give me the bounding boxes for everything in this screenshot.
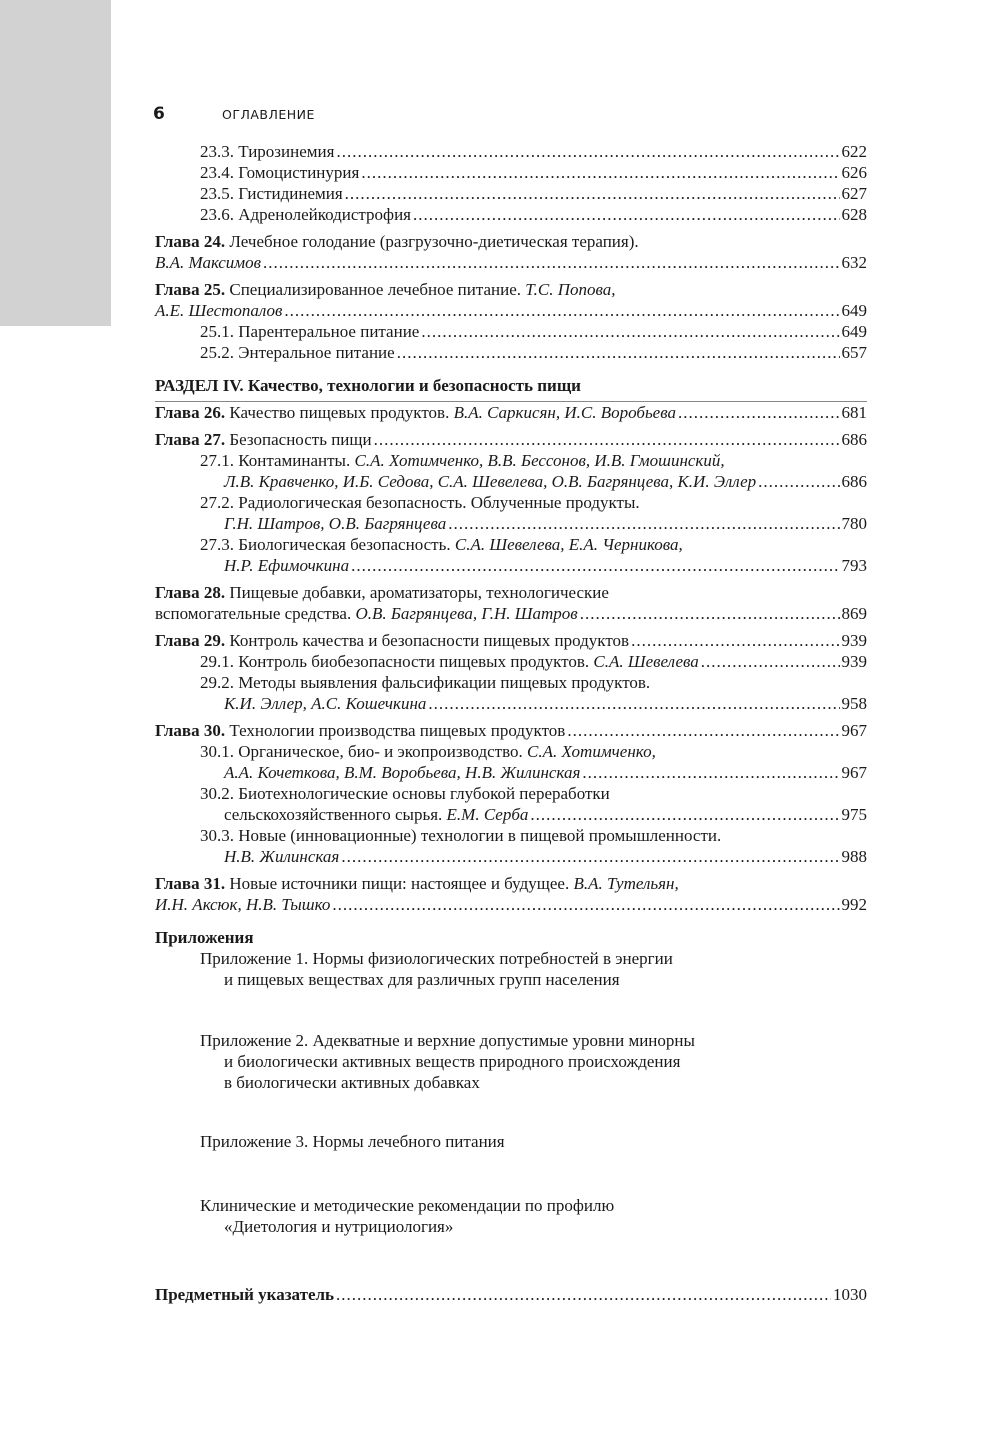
- toc-chapter-27[interactable]: Глава 27. Безопасность пищи ..... 686: [155, 429, 867, 450]
- toc-entry-27-2-title[interactable]: 27.2. Радиологическая безопасность. Облученные продукты.: [200, 493, 640, 512]
- toc-chapter-25-author[interactable]: А.Е. Шестопалов ..... 649: [155, 300, 867, 321]
- toc-appendix-1[interactable]: Приложение 1. Нормы физиологических потребностей в энергии: [200, 949, 673, 968]
- toc-entry-30-1-authors[interactable]: А.А. Кочеткова, В.М. Воробьева, Н.В. Жилинская ..... 967: [155, 762, 867, 783]
- toc-chapter-28-title[interactable]: Глава 28. Пищевые добавки, ароматизаторы, технологические: [155, 583, 609, 602]
- toc-appendix-2-cont-2: в биологически активных добавках: [224, 1073, 480, 1092]
- toc-entry-27-2-authors[interactable]: Г.Н. Шатров, О.В. Багрянцева ..... 780: [155, 513, 867, 534]
- page-number: 6: [153, 104, 165, 124]
- toc-chapter-25-title[interactable]: Глава 25. Специализированное лечебное питание. Т.С. Попова,: [155, 280, 616, 299]
- toc-entry-27-3-authors[interactable]: Н.Р. Ефимочкина ..... 793: [155, 555, 867, 576]
- toc-appendix-4-cont: «Диетология и нутрициология»: [224, 1217, 454, 1236]
- toc-appendix-4[interactable]: Клинические и методические рекомендации по профилю: [200, 1196, 615, 1215]
- toc-chapter-24-title[interactable]: Глава 24. Лечебное голодание (разгрузочно-диетическая терапия).: [155, 232, 639, 251]
- toc-entry-27-1-title[interactable]: 27.1. Контаминанты. С.А. Хотимченко, В.В. Бессонов, И.В. Гмошинский,: [200, 451, 725, 470]
- toc-entry-25-2[interactable]: 25.2. Энтеральное питание ..... 657: [155, 342, 867, 363]
- toc-section-4-heading[interactable]: РАЗДЕЛ IV. Качество, технологии и безопасность пищи: [155, 376, 581, 395]
- toc-entry-30-2-authors[interactable]: сельскохозяйственного сырья. Е.М. Серба ..... 975: [155, 804, 867, 825]
- toc-chapter-31-authors[interactable]: И.Н. Аксюк, Н.В. Тышко ..... 992: [155, 894, 867, 915]
- toc-appendices-heading[interactable]: Приложения: [155, 928, 254, 947]
- toc-appendix-1-cont: и пищевых веществах для различных групп населения: [224, 970, 620, 989]
- toc-entry-30-1-title[interactable]: 30.1. Органическое, био- и экопроизводство. С.А. Хотимченко,: [200, 742, 656, 761]
- table-of-contents: [155, 141, 867, 1305]
- toc-entry-23-5[interactable]: 23.5. Гистидинемия ..... 627: [155, 183, 867, 204]
- toc-entry-30-2-title[interactable]: 30.2. Биотехнологические основы глубокой переработки: [200, 784, 610, 803]
- toc-chapter-28-authors[interactable]: вспомогательные средства. О.В. Багрянцева, Г.Н. Шатров ..... 869: [155, 603, 867, 624]
- toc-entry-27-3-title[interactable]: 27.3. Биологическая безопасность. С.А. Шевелева, Е.А. Черникова,: [200, 535, 683, 554]
- toc-chapter-31-title[interactable]: Глава 31. Новые источники пищи: настоящее и будущее. В.А. Тутельян,: [155, 874, 679, 893]
- toc-chapter-26[interactable]: Глава 26. Качество пищевых продуктов. В.А. Саркисян, И.С. Воробьева ..... 681: [155, 402, 867, 423]
- toc-entry-27-1-authors[interactable]: Л.В. Кравченко, И.Б. Седова, С.А. Шевелева, О.В. Багрянцева, К.И. Эллер ..... 686: [155, 471, 867, 492]
- toc-subject-index[interactable]: Предметный указатель ..... 1030: [155, 1284, 867, 1305]
- running-title: ОГЛАВЛЕНИЕ: [222, 107, 315, 122]
- toc-chapter-24-author[interactable]: В.А. Максимов ..... 632: [155, 252, 867, 273]
- toc-chapter-29[interactable]: Глава 29. Контроль качества и безопасности пищевых продуктов ..... 939: [155, 630, 867, 651]
- toc-entry-29-1[interactable]: 29.1. Контроль биобезопасности пищевых продуктов. С.А. Шевелева ..... 939: [155, 651, 867, 672]
- toc-appendix-2[interactable]: Приложение 2. Адекватные и верхние допустимые уровни минорны: [200, 1031, 695, 1050]
- toc-chapter-30[interactable]: Глава 30. Технологии производства пищевых продуктов ..... 967: [155, 720, 867, 741]
- gray-edge-tab: [0, 0, 111, 326]
- toc-entry-23-3[interactable]: 23.3. Тирозинемия ..... 622: [155, 141, 867, 162]
- toc-entry-30-3-authors[interactable]: Н.В. Жилинская ..... 988: [155, 846, 867, 867]
- toc-entry-29-2-authors[interactable]: К.И. Эллер, А.С. Кошечкина ..... 958: [155, 693, 867, 714]
- toc-entry-29-2-title[interactable]: 29.2. Методы выявления фальсификации пищевых продуктов.: [200, 673, 651, 692]
- toc-entry-30-3-title[interactable]: 30.3. Новые (инновационные) технологии в пищевой промышленности.: [200, 826, 722, 845]
- toc-appendix-3[interactable]: Приложение 3. Нормы лечебного питания: [200, 1132, 505, 1151]
- toc-entry-25-1[interactable]: 25.1. Парентеральное питание ..... 649: [155, 321, 867, 342]
- toc-entry-23-6[interactable]: 23.6. Адренолейкодистрофия ..... 628: [155, 204, 867, 225]
- toc-entry-23-4[interactable]: 23.4. Гомоцистинурия ..... 626: [155, 162, 867, 183]
- toc-appendix-2-cont-1: и биологически активных веществ природного происхождения: [224, 1052, 681, 1071]
